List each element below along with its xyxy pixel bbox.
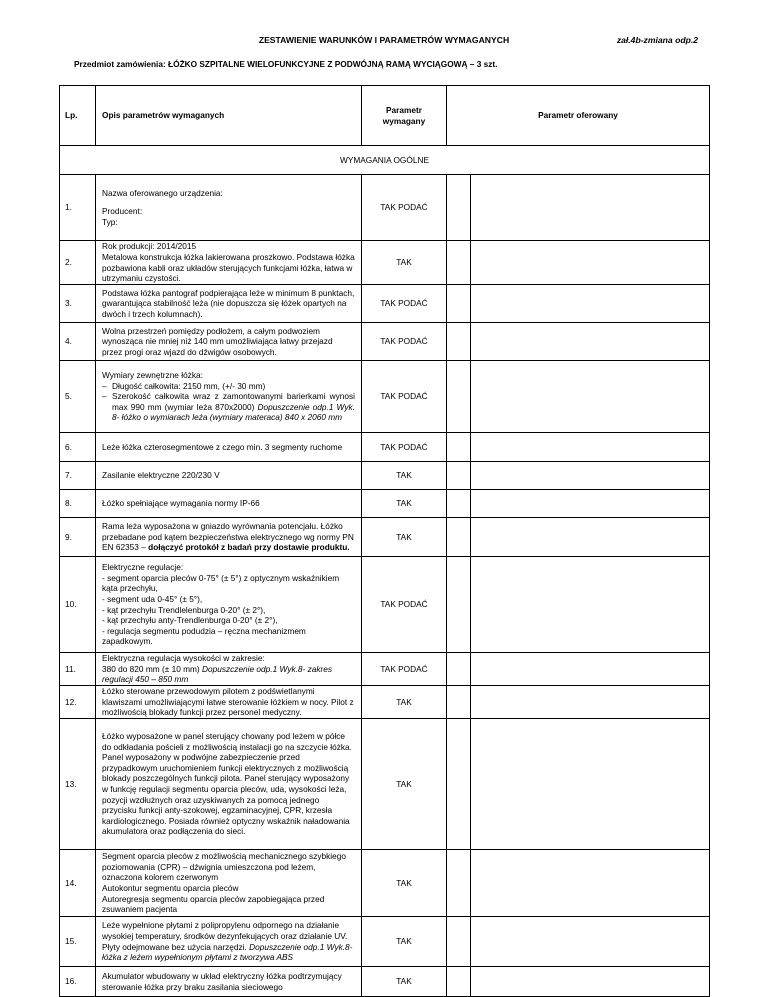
- table-row: [60, 557, 710, 653]
- row-description: Rama leża wyposażona w gniazdo wyrównania potencjału. Łóżko przebadane pod kątem bezpieczeństwa elektrycznego wg normy PN EN 62353 – dołączyć protokół z badań przy dostawie produktu.: [96, 518, 362, 557]
- row-offered-cell[interactable]: [447, 557, 471, 653]
- row-description: [96, 557, 362, 653]
- row-offered-cell[interactable]: [471, 557, 710, 653]
- table-row: [60, 433, 710, 462]
- row-offered-cell[interactable]: [471, 285, 710, 323]
- row-offered-cell[interactable]: [447, 967, 471, 997]
- row-intro: Wymiary zewnętrzne łóżka:: [102, 369, 203, 380]
- row-description: [96, 175, 362, 241]
- row-number: 14.: [60, 850, 96, 917]
- row-number: 6.: [60, 433, 96, 462]
- order-subject: Przedmiot zamówienia: ŁÓŻKO SZPITALNE WIELOFUNKCYJNE Z PODWÓJNĄ RAMĄ WYCIĄGOWĄ – 3 szt.: [74, 59, 498, 69]
- row-required: TAK PODAĆ: [362, 285, 447, 323]
- row-description: Podstawa łóżka pantograf podpierająca leże w minimum 8 punktach, gwarantująca stabilność leża (nie dopuszcza się łóżek opartych na dwóch i trzech kolumnach).: [96, 285, 362, 323]
- row-offered-cell[interactable]: [447, 518, 471, 557]
- row-number: 10.: [60, 557, 96, 653]
- row-offered-cell[interactable]: [447, 490, 471, 518]
- row-number: 4.: [60, 323, 96, 361]
- row-number: 2.: [60, 241, 96, 285]
- row-line: - segment uda 0-45° (± 5°),: [102, 593, 203, 604]
- header-required: Parametr wymagany: [362, 86, 447, 146]
- row-description: Łóżko wyposażone w panel sterujący chowany pod leżem w półce do odkładania pościeli z możliwością instalacji go na szczycie łóżka. Panel wyposażony w podwójne zabezpieczenie przed przypadkowym uruchomieniem funkcji elektrycznych z możliwością blokady poszczególnych funkcji pilota. Panel sterujący wyposażony w funkcję regulacji segmentu oparcia pleców, uda, wysokości leża, pozycji wzdłużnych oraz uzyskiwanych za pomocą jednego przycisku funkcji anty-szokowej, egzaminacyjnej, CPR, krzesła kardiologicznego. Posiada również optyczny wskaźnik naładowania akumulatora oraz podłączenia do sieci.: [96, 719, 362, 850]
- row-offered-cell[interactable]: [471, 686, 710, 719]
- table-header-row: [60, 86, 710, 146]
- row-offered-cell[interactable]: [447, 175, 471, 241]
- row-required: TAK: [362, 490, 447, 518]
- row-offered-cell[interactable]: [447, 285, 471, 323]
- row-offered-cell[interactable]: [447, 323, 471, 361]
- row-line: Autoregresja segmentu oparcia pleców zapobiegająca przed zsuwaniem pacjenta: [102, 893, 325, 915]
- row-number: 16.: [60, 967, 96, 997]
- row-line: - kąt przechyłu Trendlelenburga 0-20° (± 2°),: [102, 604, 266, 615]
- row-required: TAK PODAĆ: [362, 323, 447, 361]
- header-offered: Parametr oferowany: [447, 86, 710, 146]
- table-row: [60, 967, 710, 997]
- table-row: [60, 490, 710, 518]
- row-description: [96, 850, 362, 917]
- row-offered-cell[interactable]: [471, 462, 710, 490]
- row-line: - segment oparcia pleców 0-75° (± 5°) z optycznym wskaźnikiem kąta przechyłu,: [102, 572, 340, 594]
- row-offered-cell[interactable]: [471, 967, 710, 997]
- row-line: Autokontur segmentu oparcia pleców: [102, 883, 239, 893]
- table-row: [60, 285, 710, 323]
- row-description: Leże łóżka czterosegmentowe z czego min. 3 segmenty ruchome: [96, 433, 362, 462]
- table-row: [60, 518, 710, 557]
- row-number: 8.: [60, 490, 96, 518]
- section-row: [60, 146, 710, 175]
- row-text: Metalowa konstrukcja łóżka lakierowana proszkowo. Podstawa łóżka pozbawiona kabli oraz układów sterujących funkcjami łóżka, łatwa w utrzymaniu czystości.: [102, 251, 355, 284]
- row-required: TAK: [362, 241, 447, 285]
- row-required: TAK: [362, 462, 447, 490]
- section-title: WYMAGANIA OGÓLNE: [60, 146, 710, 175]
- row-required: TAK: [362, 518, 447, 557]
- row-offered-cell[interactable]: [447, 462, 471, 490]
- list-item: – Szerokość całkowita wraz z zamontowanymi barierkami wynosi max 990 mm (wymiar leża 870x2000) Dopuszczenie odp.1 Wyk. 8- łóżko o wymiarach leża (wymiary materaca) 840 x 2060 mm: [102, 391, 355, 423]
- row-offered-cell[interactable]: [471, 850, 710, 917]
- row-offered-cell[interactable]: [471, 361, 710, 433]
- row-number: 5.: [60, 361, 96, 433]
- table-row: [60, 361, 710, 433]
- row-number: 1.: [60, 175, 96, 241]
- row-required: TAK PODAĆ: [362, 433, 447, 462]
- table-row: [60, 850, 710, 917]
- header-lp: Lp.: [60, 86, 96, 146]
- row-offered-cell[interactable]: [447, 361, 471, 433]
- row-required: TAK PODAĆ: [362, 653, 447, 686]
- table-row: [60, 686, 710, 719]
- row-line: Elektryczne regulacje:: [102, 562, 184, 573]
- row-description: [96, 241, 362, 285]
- row-offered-cell[interactable]: [471, 917, 710, 967]
- table-row: [60, 653, 710, 686]
- row-offered-cell[interactable]: [471, 433, 710, 462]
- row-offered-cell[interactable]: [471, 719, 710, 850]
- row-offered-cell[interactable]: [447, 433, 471, 462]
- row-line: - regulacja segmentu podudzia – ręczna mechanizmem zapadkowym.: [102, 625, 306, 647]
- row-description: Wolna przestrzeń pomiędzy podłożem, a całym podwoziem wynosząca nie mniej niż 140 mm umożliwiająca łatwy przejazd przez progi oraz wjazd do dźwigów osobowych.: [96, 323, 362, 361]
- row-required: TAK PODAĆ: [362, 557, 447, 653]
- row-offered-cell[interactable]: [471, 241, 710, 285]
- row-intro: Elektryczna regulacja wysokości w zakresie:: [102, 653, 265, 664]
- row-line: Producent:: [102, 206, 143, 217]
- row-required: TAK: [362, 850, 447, 917]
- row-offered-cell[interactable]: [471, 323, 710, 361]
- row-description: Łóżko spełniające wymagania normy IP-66: [96, 490, 362, 518]
- attachment-reference: zał.4b-zmiana odp.2: [616, 35, 698, 45]
- row-offered-cell[interactable]: [447, 850, 471, 917]
- table-row: [60, 462, 710, 490]
- row-line: Nazwa oferowanego urządzenia:: [102, 187, 223, 198]
- parameters-table: [59, 85, 710, 997]
- table-row: [60, 323, 710, 361]
- row-offered-cell[interactable]: [471, 490, 710, 518]
- row-required: TAK: [362, 967, 447, 997]
- row-required: TAK PODAĆ: [362, 175, 447, 241]
- row-description: Akumulator wbudowany w układ elektryczny łóżka podtrzymujący sterowanie łóżka przy braku zasilania sieciowego: [96, 967, 362, 997]
- row-line: - kąt przechyłu anty-Trendlenburga 0-20° (± 2°),: [102, 615, 278, 626]
- row-number: 7.: [60, 462, 96, 490]
- document-title: ZESTAWIENIE WARUNKÓW I PARAMETRÓW WYMAGANYCH: [258, 35, 510, 45]
- row-offered-cell[interactable]: [471, 175, 710, 241]
- row-offered-cell[interactable]: [471, 653, 710, 686]
- row-line: Rok produkcji: 2014/2015: [102, 241, 197, 252]
- table-row: [60, 719, 710, 850]
- row-description: Leże wypełnione płytami z polipropylenu odpornego na działanie wysokiej temperatury, środków dezynfekujących oraz działanie UV. Płyty odejmowane bez użycia narzędzi. Dopuszczenie odp.1 Wyk.8- łóżka z leżem wypełnionym płytami z tworzywa ABS: [96, 917, 362, 967]
- row-number: 3.: [60, 285, 96, 323]
- row-offered-cell[interactable]: [447, 653, 471, 686]
- row-description: Łóżko sterowane przewodowym pilotem z podświetlanymi klawiszami umożliwiającymi łatwe sterowanie łóżkiem w nocy. Pilot z możliwością blokady funkcji przez personel medyczny.: [96, 686, 362, 719]
- list-item: – Długość całkowita: 2150 mm, (+/- 30 mm): [102, 381, 355, 392]
- row-required: TAK: [362, 917, 447, 967]
- row-number: 11.: [60, 653, 96, 686]
- row-line: Typ:: [102, 216, 118, 227]
- row-number: 15.: [60, 917, 96, 967]
- row-description: Elektryczna regulacja wysokości w zakresie: 380 do 820 mm (± 10 mm) Dopuszczenie odp.1 Wyk.8- zakres regulacji 450 – 850 mm: [96, 653, 362, 686]
- table-row: [60, 175, 710, 241]
- row-description: [96, 361, 362, 433]
- row-number: 9.: [60, 518, 96, 557]
- row-required: TAK PODAĆ: [362, 361, 447, 433]
- row-required: TAK: [362, 719, 447, 850]
- table-row: [60, 917, 710, 967]
- row-offered-cell[interactable]: [447, 686, 471, 719]
- table-row: [60, 241, 710, 285]
- row-line: Segment oparcia pleców z możliwością mechanicznego szybkiego poziomowania (CPR) – dźwignia umieszczona pod leżem, oznaczona kolorem czerwonym: [102, 851, 346, 883]
- row-description: Zasilanie elektryczne 220/230 V: [96, 462, 362, 490]
- row-number: 13.: [60, 719, 96, 850]
- row-offered-cell[interactable]: [447, 917, 471, 967]
- header-description: Opis parametrów wymaganych: [96, 86, 362, 146]
- row-offered-cell[interactable]: [447, 241, 471, 285]
- row-offered-cell[interactable]: [447, 719, 471, 850]
- row-number: 12.: [60, 686, 96, 719]
- row-required: TAK: [362, 686, 447, 719]
- row-offered-cell[interactable]: [471, 518, 710, 557]
